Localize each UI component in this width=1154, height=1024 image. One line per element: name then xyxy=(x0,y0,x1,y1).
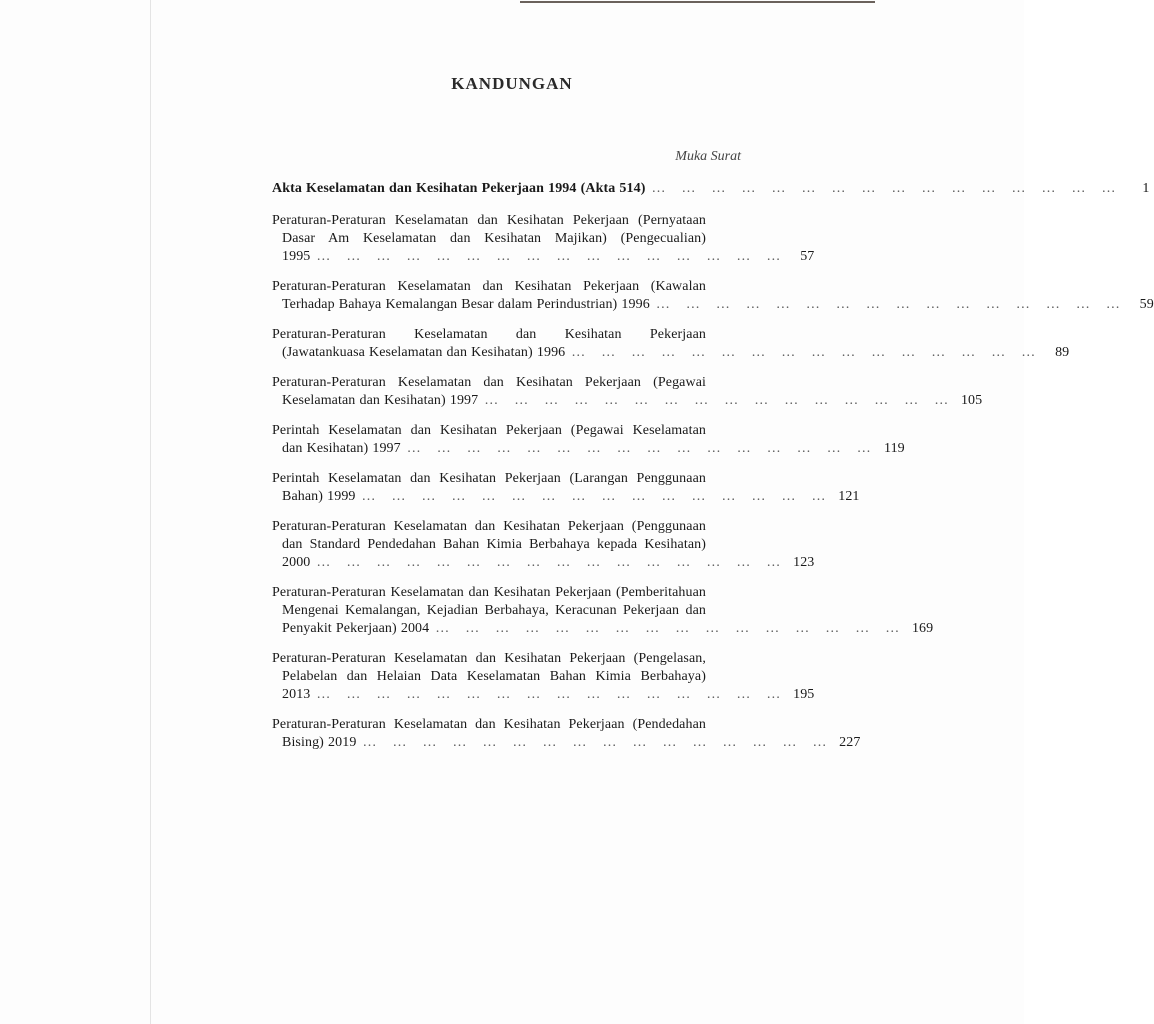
toc-entry-line: Perintah Keselamatan dan Kesihatan Pekerjaan (Larangan Penggunaan xyxy=(272,471,706,486)
toc-page-number: 89 xyxy=(1055,345,1070,360)
toc-entry-line: Mengenai Kemalangan, Kejadian Berbahaya, Keracunan Pekerjaan dan xyxy=(282,603,706,618)
toc-entry-line: Peraturan-Peraturan Keselamatan dan Kesihatan Pekerjaan (Pemberitahuan xyxy=(272,585,706,600)
toc-entry-text: Keselamatan dan Kesihatan) 1997 xyxy=(282,393,479,408)
toc-entry-last-line xyxy=(272,686,815,704)
toc-entry-last-line xyxy=(272,734,861,752)
toc-entry-text: Bising) 2019 xyxy=(282,735,357,750)
toc-entry-last-line xyxy=(272,344,1070,362)
toc-entry-last-line xyxy=(272,392,983,410)
toc-entry-text: 1995 xyxy=(282,249,311,264)
toc-entry-line: Peraturan-Peraturan Keselamatan dan Kesihatan Pekerjaan (Pernyataan xyxy=(272,213,706,228)
toc-entry-line: Pelabelan dan Helaian Data Keselamatan Bahan Kimia Berbahaya) xyxy=(282,669,706,684)
page-top-edge xyxy=(520,1,875,3)
toc-page-number: 227 xyxy=(839,735,861,750)
table-of-contents xyxy=(272,180,1154,764)
dot-leader: … … … … … … … … … … … … … … … … xyxy=(484,393,955,408)
toc-entry-last-line xyxy=(272,440,905,458)
toc-entry-last-line xyxy=(272,248,815,266)
toc-entry-line: Peraturan-Peraturan Keselamatan dan Kesihatan Pekerjaan (Penggunaan xyxy=(272,519,706,534)
dot-leader: … … … … … … … … … … … … … … … … xyxy=(362,735,833,750)
dot-leader: … … … … … … … … … … … … … … … … xyxy=(316,555,787,570)
dot-leader: … … … … … … … … … … … … … … … … xyxy=(435,621,906,636)
toc-entry-last-line xyxy=(272,554,815,572)
dot-leader: … … … … … … … … … … … … … … … … xyxy=(316,249,787,264)
dot-leader: … … … … … … … … … … … … … … … … xyxy=(361,489,832,504)
toc-page-number: 57 xyxy=(800,249,815,264)
toc-entry-text: Bahan) 1999 xyxy=(282,489,356,504)
toc-page-number: 169 xyxy=(911,621,934,636)
toc-entry-text: 2000 xyxy=(282,555,311,570)
toc-entry-line: Perintah Keselamatan dan Kesihatan Pekerjaan (Pegawai Keselamatan xyxy=(272,423,706,438)
dot-leader: … … … … … … … … … … … … … … … … xyxy=(406,441,877,456)
dot-leader: … … … … … … … … … … … … … … … … xyxy=(316,687,787,702)
toc-entry-line: dan Standard Pendedahan Bahan Kimia Berbahaya kepada Kesihatan) xyxy=(282,537,706,552)
toc-entry-text: Penyakit Pekerjaan) 2004 xyxy=(282,621,430,636)
toc-entry-last-line xyxy=(272,488,860,506)
toc-page-number: 195 xyxy=(793,687,815,702)
toc-entry-text: Terhadap Bahaya Kemalangan Besar dalam Perindustrian) 1996 xyxy=(282,297,650,312)
dot-leader: … … … … … … … … … … … … … … … … xyxy=(571,345,1042,360)
toc-entry-line: Peraturan-Peraturan Keselamatan dan Kesihatan Pekerjaan xyxy=(272,327,706,342)
toc-entry-text: (Jawatankuasa Keselamatan dan Kesihatan) 1996 xyxy=(282,345,566,360)
dot-leader: … … … … … … … … … … … … … … … … xyxy=(655,297,1126,312)
toc-entry-line: Peraturan-Peraturan Keselamatan dan Kesihatan Pekerjaan (Pengelasan, xyxy=(272,651,706,666)
toc-entry-text: dan Kesihatan) 1997 xyxy=(282,441,401,456)
toc-page-number: 59 xyxy=(1139,297,1154,312)
dot-leader: … … … … … … … … … … … … … … … … xyxy=(651,181,1122,196)
toc-entry xyxy=(272,180,1150,198)
toc-entry xyxy=(272,584,934,638)
toc-entry-last-line xyxy=(272,620,934,638)
page-left-edge xyxy=(150,0,151,1024)
toc-page-number: 121 xyxy=(838,489,860,504)
toc-entry-line: Peraturan-Peraturan Keselamatan dan Kesihatan Pekerjaan (Pendedahan xyxy=(272,717,706,732)
toc-entry xyxy=(272,518,815,572)
toc-entry-line: Peraturan-Peraturan Keselamatan dan Kesihatan Pekerjaan (Pegawai xyxy=(272,375,706,390)
toc-entry-line: Peraturan-Peraturan Keselamatan dan Kesihatan Pekerjaan (Kawalan xyxy=(272,279,706,294)
toc-entry-text: Akta Keselamatan dan Kesihatan Pekerjaan 1994 (Akta 514) xyxy=(272,181,646,196)
toc-page-number: 119 xyxy=(883,441,905,456)
page-column-label: Muka Surat xyxy=(675,149,741,164)
toc-page-number: 123 xyxy=(793,555,815,570)
toc-entry-line: Dasar Am Keselamatan dan Kesihatan Majikan) (Pengecualian) xyxy=(282,231,706,246)
toc-entry xyxy=(272,326,1070,362)
toc-entry-last-line xyxy=(272,180,1150,198)
page-title: KANDUNGAN xyxy=(451,74,573,93)
toc-entry xyxy=(272,374,983,410)
toc-page-number: 105 xyxy=(960,393,983,408)
toc-entry-text: 2013 xyxy=(282,687,311,702)
toc-entry xyxy=(272,470,860,506)
toc-page-number: 1 xyxy=(1142,181,1150,196)
toc-entry xyxy=(272,212,815,266)
toc-entry-last-line xyxy=(272,296,1154,314)
toc-entry xyxy=(272,650,815,704)
toc-entry xyxy=(272,716,861,752)
toc-entry xyxy=(272,278,1154,314)
toc-entry xyxy=(272,422,905,458)
